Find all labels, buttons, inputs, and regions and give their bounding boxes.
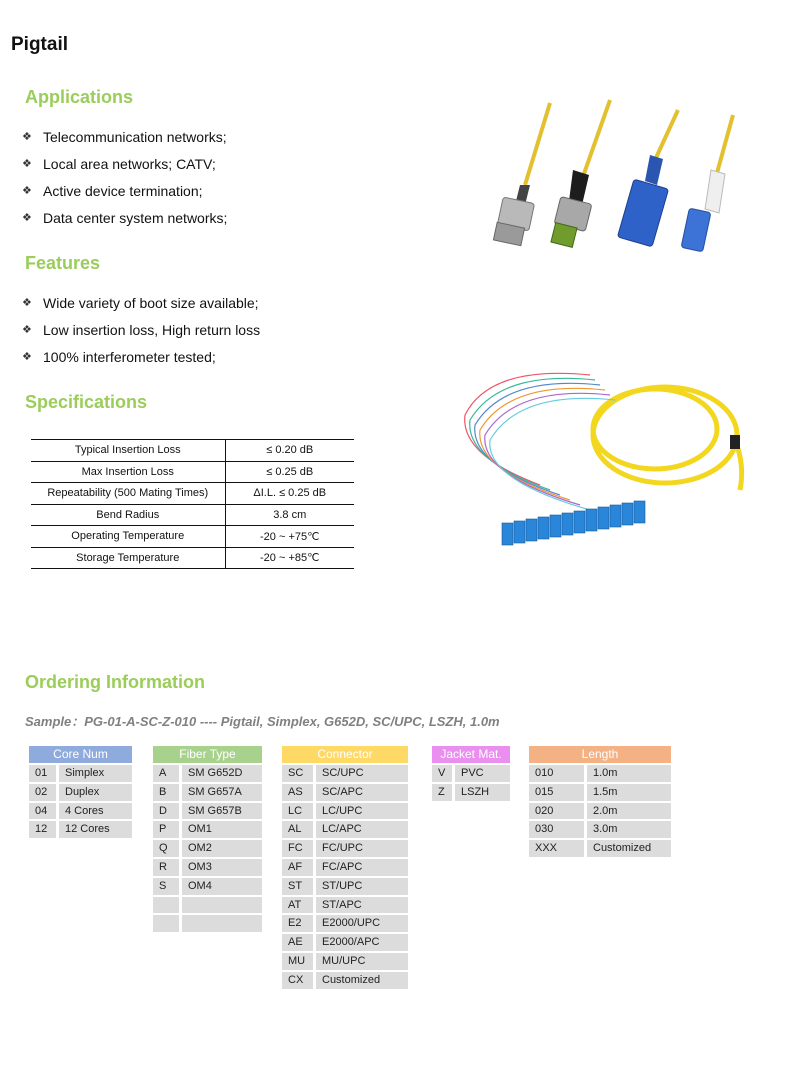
ordering-code: AS xyxy=(282,784,313,801)
spec-label: Operating Temperature xyxy=(31,526,225,548)
bullet-text: Data center system networks; xyxy=(43,210,228,226)
ordering-description: 1.5m xyxy=(587,784,671,801)
ordering-column-header: Jacket Mat. xyxy=(432,746,510,763)
ordering-row xyxy=(153,897,262,914)
ordering-code: AF xyxy=(282,859,313,876)
diamond-bullet-icon: ❖ xyxy=(22,212,32,224)
ordering-code: AT xyxy=(282,897,313,914)
bullet-text: Active device termination; xyxy=(43,183,203,199)
connectors-product-image xyxy=(485,95,755,270)
bullet-item xyxy=(22,344,260,371)
spec-value: ≤ 0.20 dB xyxy=(225,440,354,462)
ordering-row xyxy=(282,784,408,801)
ordering-description: LSZH xyxy=(455,784,510,801)
spec-label: Storage Temperature xyxy=(31,547,225,569)
ordering-column xyxy=(282,746,408,989)
ordering-description: LC/APC xyxy=(316,821,408,838)
ordering-code: Q xyxy=(153,840,179,857)
specifications-table xyxy=(31,439,354,569)
ordering-description: E2000/UPC xyxy=(316,915,408,932)
ordering-row xyxy=(153,878,262,895)
bullet-item xyxy=(22,124,227,151)
bullet-item xyxy=(22,205,227,232)
spec-row xyxy=(31,483,354,505)
ordering-code: 015 xyxy=(529,784,584,801)
ordering-row xyxy=(153,803,262,820)
ordering-sample: Sample：PG-01-A-SC-Z-010 ---- Pigtail, Simplex, G652D, SC/UPC, LSZH, 1.0m xyxy=(25,714,500,729)
ordering-column xyxy=(153,746,262,932)
ordering-description: OM4 xyxy=(182,878,262,895)
bullet-text: Low insertion loss, High return loss xyxy=(43,322,261,338)
ordering-column-header: Length xyxy=(529,746,671,763)
ordering-row xyxy=(282,840,408,857)
bullet-text: 100% interferometer tested; xyxy=(43,349,216,365)
ordering-row xyxy=(282,859,408,876)
ordering-row xyxy=(282,878,408,895)
ordering-description: Duplex xyxy=(59,784,132,801)
ordering-description: FC/UPC xyxy=(316,840,408,857)
ordering-row xyxy=(282,915,408,932)
spec-row xyxy=(31,547,354,569)
specifications-heading: Specifications xyxy=(25,392,148,412)
ordering-code: 020 xyxy=(529,803,584,820)
ordering-code: MU xyxy=(282,953,313,970)
ordering-row xyxy=(529,784,671,801)
ordering-row xyxy=(529,840,671,857)
ordering-row xyxy=(153,765,262,782)
ordering-row xyxy=(432,784,510,801)
ordering-code: 01 xyxy=(29,765,56,782)
ordering-description: PVC xyxy=(455,765,510,782)
ordering-row xyxy=(282,821,408,838)
ordering-description: 1.0m xyxy=(587,765,671,782)
ordering-column-header: Core Num xyxy=(29,746,132,763)
ordering-code: XXX xyxy=(529,840,584,857)
ordering-description: SM G652D xyxy=(182,765,262,782)
ordering-column xyxy=(29,746,132,838)
ordering-description: LC/UPC xyxy=(316,803,408,820)
diamond-bullet-icon: ❖ xyxy=(22,297,32,309)
ordering-code: D xyxy=(153,803,179,820)
ordering-code: AL xyxy=(282,821,313,838)
bullet-text: Telecommunication networks; xyxy=(43,129,227,145)
ordering-description: OM2 xyxy=(182,840,262,857)
bullet-item xyxy=(22,151,227,178)
ordering-description: SC/UPC xyxy=(316,765,408,782)
ordering-code: 04 xyxy=(29,803,56,820)
ordering-code: 010 xyxy=(529,765,584,782)
diamond-bullet-icon: ❖ xyxy=(22,185,32,197)
ordering-code: ST xyxy=(282,878,313,895)
ordering-description: 3.0m xyxy=(587,821,671,838)
ordering-code: FC xyxy=(282,840,313,857)
diamond-bullet-icon: ❖ xyxy=(22,351,32,363)
ordering-row xyxy=(529,765,671,782)
spec-value: ΔI.L. ≤ 0.25 dB xyxy=(225,483,354,505)
bullet-text: Wide variety of boot size available; xyxy=(43,295,259,311)
spec-value: 3.8 cm xyxy=(225,504,354,526)
diamond-bullet-icon: ❖ xyxy=(22,131,32,143)
spec-label: Bend Radius xyxy=(31,504,225,526)
ordering-row xyxy=(153,859,262,876)
features-heading: Features xyxy=(25,253,101,273)
ordering-description: SC/APC xyxy=(316,784,408,801)
ordering-row xyxy=(153,840,262,857)
ordering-code: SC xyxy=(282,765,313,782)
ordering-description: OM3 xyxy=(182,859,262,876)
ordering-code: E2 xyxy=(282,915,313,932)
diamond-bullet-icon: ❖ xyxy=(22,324,32,336)
ordering-code xyxy=(153,915,179,932)
ordering-code: Z xyxy=(432,784,452,801)
ordering-code: 12 xyxy=(29,821,56,838)
ordering-row xyxy=(282,803,408,820)
ordering-row xyxy=(29,803,132,820)
ordering-row xyxy=(529,803,671,820)
ordering-code: S xyxy=(153,878,179,895)
ordering-row xyxy=(282,953,408,970)
ordering-description: 4 Cores xyxy=(59,803,132,820)
ordering-row xyxy=(29,784,132,801)
ordering-description: SM G657B xyxy=(182,803,262,820)
bullet-item xyxy=(22,317,260,344)
ordering-code: LC xyxy=(282,803,313,820)
ordering-column xyxy=(529,746,671,857)
ordering-column-header: Fiber Type xyxy=(153,746,262,763)
ordering-code: 02 xyxy=(29,784,56,801)
bullet-text: Local area networks; CATV; xyxy=(43,156,216,172)
spec-value: -20 ~ +85℃ xyxy=(225,547,354,569)
ordering-description: 12 Cores xyxy=(59,821,132,838)
ordering-row xyxy=(432,765,510,782)
ordering-row xyxy=(153,821,262,838)
spec-value: -20 ~ +75℃ xyxy=(225,526,354,548)
spec-label: Typical Insertion Loss xyxy=(31,440,225,462)
ordering-row xyxy=(282,765,408,782)
ordering-description: Customized xyxy=(587,840,671,857)
bullet-item xyxy=(22,290,260,317)
ordering-code: 030 xyxy=(529,821,584,838)
spec-row xyxy=(31,440,354,462)
spec-row xyxy=(31,461,354,483)
page-title: Pigtail xyxy=(11,34,69,55)
spec-row xyxy=(31,526,354,548)
bullet-item xyxy=(22,178,227,205)
applications-heading: Applications xyxy=(25,87,134,107)
ordering-description: E2000/APC xyxy=(316,934,408,951)
ordering-code: R xyxy=(153,859,179,876)
ordering-code: AE xyxy=(282,934,313,951)
ordering-code: V xyxy=(432,765,452,782)
ordering-row xyxy=(29,821,132,838)
spec-row xyxy=(31,504,354,526)
applications-list xyxy=(22,124,227,232)
ordering-row xyxy=(153,784,262,801)
ordering-description: ST/APC xyxy=(316,897,408,914)
bundle-pigtail-image xyxy=(450,355,755,560)
ordering-description: Simplex xyxy=(59,765,132,782)
ordering-row xyxy=(282,897,408,914)
features-list xyxy=(22,290,260,371)
ordering-description: MU/UPC xyxy=(316,953,408,970)
ordering-description: SM G657A xyxy=(182,784,262,801)
spec-value: ≤ 0.25 dB xyxy=(225,461,354,483)
diamond-bullet-icon: ❖ xyxy=(22,158,32,170)
ordering-code: A xyxy=(153,765,179,782)
spec-label: Repeatability (500 Mating Times) xyxy=(31,483,225,505)
ordering-code: CX xyxy=(282,972,313,989)
ordering-description xyxy=(182,897,262,914)
ordering-row xyxy=(282,972,408,989)
ordering-row xyxy=(153,915,262,932)
ordering-code xyxy=(153,897,179,914)
ordering-description: OM1 xyxy=(182,821,262,838)
ordering-row xyxy=(529,821,671,838)
ordering-column-header: Connector xyxy=(282,746,408,763)
ordering-code: B xyxy=(153,784,179,801)
ordering-description: ST/UPC xyxy=(316,878,408,895)
ordering-code: P xyxy=(153,821,179,838)
ordering-description: FC/APC xyxy=(316,859,408,876)
ordering-description: Customized xyxy=(316,972,408,989)
ordering-row xyxy=(282,934,408,951)
ordering-description xyxy=(182,915,262,932)
ordering-description: 2.0m xyxy=(587,803,671,820)
ordering-column xyxy=(432,746,510,801)
ordering-row xyxy=(29,765,132,782)
spec-label: Max Insertion Loss xyxy=(31,461,225,483)
ordering-heading: Ordering Information xyxy=(25,672,205,692)
